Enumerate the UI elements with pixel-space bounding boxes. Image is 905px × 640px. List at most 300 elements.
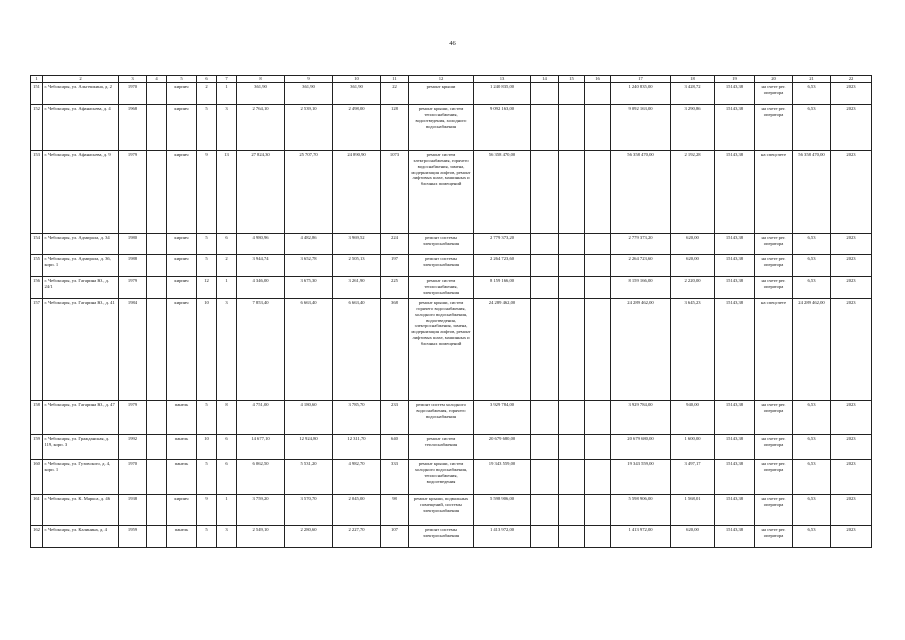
- cell-year: 2023: [831, 276, 872, 298]
- cell-blank: [531, 104, 559, 150]
- cell-blank: [147, 276, 167, 298]
- cell-blank: [585, 82, 611, 104]
- cell-build-year: 1959: [119, 525, 147, 547]
- cell-entrances: 8: [217, 400, 237, 434]
- cell-blank: [559, 298, 585, 400]
- cell-blank: [585, 233, 611, 254]
- cell-area-premises: 3 570,70: [285, 494, 333, 525]
- cell-build-year: 1968: [119, 104, 147, 150]
- cell-fund-value: 24 289 462,00: [793, 298, 831, 400]
- column-number-cell: 3: [119, 76, 147, 83]
- cell-wall-material: панель: [167, 400, 197, 434]
- cell-cost-fund: 2 779 373,20: [611, 233, 671, 254]
- table-row: [31, 254, 872, 276]
- cell-total-area: 4 346,00: [237, 276, 285, 298]
- cell-blank: [531, 494, 559, 525]
- column-number-cell: 2: [43, 76, 119, 83]
- cell-wall-material: кирпич: [167, 254, 197, 276]
- table-row: [31, 233, 872, 254]
- column-number-cell: 7: [217, 76, 237, 83]
- cell-address: г. Чебоксары, ул. Калинина, д. 4: [43, 525, 119, 547]
- cell-works: ремонт крыши, систем горячего водоснабжения, холодного водоснабжения, водоотведения, электроснабжения, замена, модернизация лифтов, ремонт лифтовых шахт, машинных и блочных помещений: [409, 298, 474, 400]
- cell-max-unit-cost: 15143,38: [715, 104, 755, 150]
- cell-area-residential: 2 498,00: [333, 104, 381, 150]
- cell-cost-total: 19 343 559,00: [474, 459, 531, 494]
- cell-blank: [531, 82, 559, 104]
- cell-row-number: 159: [31, 434, 43, 459]
- cell-row-number: 161: [31, 494, 43, 525]
- cell-works: ремонт систем теплоснабжения, электроснабжения: [409, 276, 474, 298]
- cell-area-premises: 3 675,30: [285, 276, 333, 298]
- cell-area-premises: 2 539,10: [285, 104, 333, 150]
- cell-floors: 5: [197, 400, 217, 434]
- cell-total-area: 14 677,10: [237, 434, 285, 459]
- column-number-cell: 6: [197, 76, 217, 83]
- table-row: [31, 494, 872, 525]
- cell-total-area: 361,90: [237, 82, 285, 104]
- cell-build-year: 1970: [119, 459, 147, 494]
- cell-area-premises: 4 482,86: [285, 233, 333, 254]
- cell-year: 2023: [831, 459, 872, 494]
- cell-cost-fund: 56 358 470,00: [611, 150, 671, 233]
- column-number-cell: 12: [409, 76, 474, 83]
- cell-address: г. Чебоксары, ул. Гагарина Ю., д. 41: [43, 298, 119, 400]
- table-row: [31, 400, 872, 434]
- cell-cost-fund: 19 343 559,00: [611, 459, 671, 494]
- cell-works: ремонт системы электроснабжения: [409, 233, 474, 254]
- cell-unit-cost: 1 600,00: [671, 434, 715, 459]
- column-number-cell: 10: [333, 76, 381, 83]
- cell-area-premises: 3 652,78: [285, 254, 333, 276]
- cell-cost-fund: 3 929 784,00: [611, 400, 671, 434]
- cell-floors: 10: [197, 298, 217, 400]
- cell-total-area: 3 759,20: [237, 494, 285, 525]
- cell-cost-fund: 24 289 462,00: [611, 298, 671, 400]
- cell-blank: [147, 459, 167, 494]
- cell-fund-value: 6,53: [793, 104, 831, 150]
- cell-cost-total: 56 358 470,00: [474, 150, 531, 233]
- cell-year: 2023: [831, 494, 872, 525]
- cell-unit-cost: 620,00: [671, 525, 715, 547]
- cell-cost-total: 8 159 166,00: [474, 276, 531, 298]
- cell-fund-method: на счете рег. оператора: [755, 400, 793, 434]
- column-number-row: [31, 76, 872, 83]
- cell-total-area: 2 764,10: [237, 104, 285, 150]
- cell-address: г. Чебоксары, ул. Афанасьева, д. 9: [43, 150, 119, 233]
- cell-fund-method: на спецсчете: [755, 298, 793, 400]
- cell-area-residential: 4 982,70: [333, 459, 381, 494]
- cell-year: 2023: [831, 298, 872, 400]
- cell-address: г. Чебоксары, ул. Гагарина Ю., д. 24/1: [43, 276, 119, 298]
- cell-floors: 5: [197, 233, 217, 254]
- cell-area-premises: 6 663,40: [285, 298, 333, 400]
- cell-blank: [147, 434, 167, 459]
- cell-blank: [531, 276, 559, 298]
- cell-max-unit-cost: 15143,38: [715, 254, 755, 276]
- cell-residents: 225: [381, 276, 409, 298]
- cell-fund-value: 6,53: [793, 276, 831, 298]
- cell-area-premises: 12 924,80: [285, 434, 333, 459]
- cell-residents: 333: [381, 459, 409, 494]
- cell-cost-fund: 2 264 723,60: [611, 254, 671, 276]
- cell-residents: 640: [381, 434, 409, 459]
- table-row: [31, 104, 872, 150]
- cell-area-premises: 2 280,60: [285, 525, 333, 547]
- cell-blank: [585, 400, 611, 434]
- cell-floors: 5: [197, 104, 217, 150]
- column-number-cell: 14: [531, 76, 559, 83]
- cell-floors: 9: [197, 494, 217, 525]
- cell-blank: [585, 254, 611, 276]
- cell-unit-cost: 620,00: [671, 254, 715, 276]
- cell-address: г. Чебоксары, ул. Гражданская, д. 119, корп. 3: [43, 434, 119, 459]
- cell-residents: 224: [381, 233, 409, 254]
- cell-cost-total: 9 092 163,00: [474, 104, 531, 150]
- cell-total-area: 4 980,96: [237, 233, 285, 254]
- cell-blank: [559, 459, 585, 494]
- cell-area-residential: 2 045,00: [333, 494, 381, 525]
- cell-address: г. Чебоксары, ул. Гагарина Ю., д. 47: [43, 400, 119, 434]
- cell-fund-method: на счете рег. оператора: [755, 434, 793, 459]
- cell-entrances: 1: [217, 82, 237, 104]
- cell-fund-method: на счете рег. оператора: [755, 82, 793, 104]
- cell-wall-material: кирпич: [167, 233, 197, 254]
- cell-floors: 12: [197, 276, 217, 298]
- cell-blank: [585, 150, 611, 233]
- cell-wall-material: панель: [167, 525, 197, 547]
- cell-blank: [147, 298, 167, 400]
- table-body: [31, 76, 872, 548]
- cell-year: 2023: [831, 233, 872, 254]
- cell-area-premises: 4 180,60: [285, 400, 333, 434]
- cell-unit-cost: 2 192,28: [671, 150, 715, 233]
- cell-blank: [559, 434, 585, 459]
- cell-cost-total: 2 264 723,60: [474, 254, 531, 276]
- column-number-cell: 8: [237, 76, 285, 83]
- cell-build-year: 1988: [119, 254, 147, 276]
- cell-residents: 22: [381, 82, 409, 104]
- cell-floors: 9: [197, 150, 217, 233]
- cell-max-unit-cost: 15143,38: [715, 494, 755, 525]
- cell-unit-cost: 3 428,72: [671, 82, 715, 104]
- cell-area-residential: 361,90: [333, 82, 381, 104]
- cell-blank: [559, 494, 585, 525]
- cell-wall-material: кирпич: [167, 276, 197, 298]
- cell-blank: [559, 233, 585, 254]
- cell-fund-value: 6,53: [793, 400, 831, 434]
- cell-blank: [585, 459, 611, 494]
- cell-row-number: 157: [31, 298, 43, 400]
- cell-blank: [147, 254, 167, 276]
- cell-max-unit-cost: 15143,38: [715, 82, 755, 104]
- cell-unit-cost: 3 497,17: [671, 459, 715, 494]
- cell-entrances: 6: [217, 434, 237, 459]
- cell-cost-fund: 9 092 163,00: [611, 104, 671, 150]
- cell-unit-cost: 1 568,01: [671, 494, 715, 525]
- table-row: [31, 434, 872, 459]
- cell-floors: 2: [197, 82, 217, 104]
- cell-build-year: 1979: [119, 276, 147, 298]
- cell-blank: [585, 104, 611, 150]
- cell-blank: [531, 254, 559, 276]
- cell-max-unit-cost: 15143,38: [715, 233, 755, 254]
- cell-cost-total: 1 413 972,00: [474, 525, 531, 547]
- cell-blank: [531, 233, 559, 254]
- cell-cost-total: 2 779 373,20: [474, 233, 531, 254]
- cell-area-premises: 5 531,20: [285, 459, 333, 494]
- cell-entrances: 3: [217, 525, 237, 547]
- cell-cost-fund: 1 413 972,00: [611, 525, 671, 547]
- cell-entrances: 1: [217, 276, 237, 298]
- cell-residents: 107: [381, 525, 409, 547]
- cell-total-area: 7 853,40: [237, 298, 285, 400]
- cell-blank: [559, 525, 585, 547]
- cell-entrances: 6: [217, 233, 237, 254]
- cell-cost-total: 3 929 784,00: [474, 400, 531, 434]
- cell-blank: [147, 525, 167, 547]
- cell-blank: [585, 525, 611, 547]
- cell-row-number: 152: [31, 104, 43, 150]
- column-number-cell: 16: [585, 76, 611, 83]
- cell-entrances: 3: [217, 298, 237, 400]
- table-row: [31, 525, 872, 547]
- cell-total-area: 2 549,10: [237, 525, 285, 547]
- cell-area-residential: 6 663,40: [333, 298, 381, 400]
- cell-wall-material: панель: [167, 434, 197, 459]
- cell-row-number: 158: [31, 400, 43, 434]
- cell-wall-material: кирпич: [167, 150, 197, 233]
- cell-blank: [559, 150, 585, 233]
- cell-blank: [147, 82, 167, 104]
- cell-wall-material: кирпич: [167, 82, 197, 104]
- cell-fund-method: на счете рег. оператора: [755, 276, 793, 298]
- cell-row-number: 151: [31, 82, 43, 104]
- cell-total-area: 3 944,74: [237, 254, 285, 276]
- table-row: [31, 150, 872, 233]
- cell-fund-method: на счете рег. оператора: [755, 104, 793, 150]
- cell-residents: 368: [381, 298, 409, 400]
- cell-build-year: 1938: [119, 494, 147, 525]
- cell-blank: [147, 104, 167, 150]
- cell-unit-cost: 940,00: [671, 400, 715, 434]
- cell-cost-total: 20 679 680,00: [474, 434, 531, 459]
- cell-address: г. Чебоксары, ул. Афанасьева, д. 4: [43, 104, 119, 150]
- cell-fund-value: 6,53: [793, 459, 831, 494]
- cell-blank: [559, 104, 585, 150]
- cell-blank: [559, 82, 585, 104]
- cell-fund-method: на счете рег. оператора: [755, 494, 793, 525]
- cell-wall-material: кирпич: [167, 104, 197, 150]
- cell-works: ремонт систем электроснабжения, горячего водоснабжения, замена, модернизация лифтов, ремонт лифтовых шахт, машинных и блочных помещений: [409, 150, 474, 233]
- cell-unit-cost: 2 220,00: [671, 276, 715, 298]
- cell-max-unit-cost: 15143,38: [715, 459, 755, 494]
- cell-wall-material: кирпич: [167, 298, 197, 400]
- cell-residents: 1073: [381, 150, 409, 233]
- cell-year: 2023: [831, 525, 872, 547]
- cell-address: г. Чебоксары, ул. К. Маркса, д. 46: [43, 494, 119, 525]
- cell-floors: 5: [197, 254, 217, 276]
- cell-address: г. Чебоксары, ул. Адмирала, д. 34: [43, 233, 119, 254]
- cell-cost-fund: 20 679 680,00: [611, 434, 671, 459]
- column-number-cell: 20: [755, 76, 793, 83]
- cell-works: ремонт крыши: [409, 82, 474, 104]
- column-number-cell: 9: [285, 76, 333, 83]
- cell-blank: [559, 276, 585, 298]
- cell-blank: [531, 400, 559, 434]
- cell-build-year: 1984: [119, 298, 147, 400]
- cell-row-number: 162: [31, 525, 43, 547]
- table-row: [31, 276, 872, 298]
- cell-cost-total: 24 289 462,00: [474, 298, 531, 400]
- cell-max-unit-cost: 15143,38: [715, 276, 755, 298]
- cell-floors: 5: [197, 525, 217, 547]
- cell-build-year: 1979: [119, 400, 147, 434]
- cell-year: 2023: [831, 400, 872, 434]
- cell-entrances: 13: [217, 150, 237, 233]
- cell-works: ремонт крыши, подвальных помещений, системы электроснабжения: [409, 494, 474, 525]
- cell-fund-value: 6,53: [793, 82, 831, 104]
- cell-area-premises: 361,90: [285, 82, 333, 104]
- cell-blank: [585, 494, 611, 525]
- cell-fund-value: 6,53: [793, 434, 831, 459]
- cell-cost-total: 5 598 906,00: [474, 494, 531, 525]
- cell-area-residential: 2 505,13: [333, 254, 381, 276]
- column-number-cell: 11: [381, 76, 409, 83]
- cell-max-unit-cost: 15143,38: [715, 400, 755, 434]
- column-number-cell: 5: [167, 76, 197, 83]
- cell-residents: 128: [381, 104, 409, 150]
- column-number-cell: 1: [31, 76, 43, 83]
- cell-floors: 10: [197, 434, 217, 459]
- cell-entrances: 3: [217, 104, 237, 150]
- cell-fund-value: 56 358 470,00: [793, 150, 831, 233]
- cell-blank: [531, 298, 559, 400]
- cell-blank: [559, 254, 585, 276]
- housing-register-table: [30, 75, 872, 548]
- cell-residents: 98: [381, 494, 409, 525]
- cell-year: 2023: [831, 82, 872, 104]
- cell-row-number: 156: [31, 276, 43, 298]
- cell-blank: [531, 459, 559, 494]
- cell-area-residential: 3 969,52: [333, 233, 381, 254]
- cell-blank: [585, 276, 611, 298]
- cell-works: ремонт крыши, систем теплоснабжения, водоотведения, холодного водоснабжения: [409, 104, 474, 150]
- cell-row-number: 160: [31, 459, 43, 494]
- cell-max-unit-cost: 15143,38: [715, 298, 755, 400]
- cell-cost-fund: 8 159 166,00: [611, 276, 671, 298]
- cell-blank: [147, 400, 167, 434]
- column-number-cell: 22: [831, 76, 872, 83]
- cell-wall-material: панель: [167, 459, 197, 494]
- page-number: 46: [449, 40, 456, 47]
- cell-address: г. Чебоксары, ул. Альгешкина, д. 2: [43, 82, 119, 104]
- cell-blank: [531, 434, 559, 459]
- table-row: [31, 298, 872, 400]
- cell-total-area: 4 751,00: [237, 400, 285, 434]
- cell-blank: [147, 494, 167, 525]
- cell-unit-cost: 620,00: [671, 233, 715, 254]
- cell-area-residential: 3 261,90: [333, 276, 381, 298]
- cell-year: 2023: [831, 104, 872, 150]
- cell-total-area: 27 824,30: [237, 150, 285, 233]
- cell-blank: [147, 150, 167, 233]
- cell-entrances: 2: [217, 254, 237, 276]
- cell-total-area: 6 062,50: [237, 459, 285, 494]
- cell-year: 2023: [831, 254, 872, 276]
- cell-blank: [147, 233, 167, 254]
- column-number-cell: 18: [671, 76, 715, 83]
- cell-max-unit-cost: 15143,38: [715, 150, 755, 233]
- cell-works: ремонт системы электроснабжения: [409, 254, 474, 276]
- cell-entrances: 6: [217, 459, 237, 494]
- cell-blank: [585, 434, 611, 459]
- cell-fund-value: 6,53: [793, 494, 831, 525]
- cell-floors: 5: [197, 459, 217, 494]
- column-number-cell: 4: [147, 76, 167, 83]
- cell-row-number: 154: [31, 233, 43, 254]
- column-number-cell: 21: [793, 76, 831, 83]
- cell-wall-material: кирпич: [167, 494, 197, 525]
- cell-build-year: 1980: [119, 233, 147, 254]
- cell-max-unit-cost: 15143,38: [715, 525, 755, 547]
- cell-works: ремонт систем теплоснабжения: [409, 434, 474, 459]
- cell-works: ремонт крыши, систем холодного водоснабжения, теплоснабжения, водоотведения: [409, 459, 474, 494]
- cell-cost-fund: 5 598 906,00: [611, 494, 671, 525]
- cell-fund-method: на счете рег. оператора: [755, 525, 793, 547]
- cell-build-year: 1992: [119, 434, 147, 459]
- cell-residents: 233: [381, 400, 409, 434]
- cell-fund-value: 6,53: [793, 233, 831, 254]
- cell-year: 2023: [831, 150, 872, 233]
- cell-blank: [531, 150, 559, 233]
- cell-fund-method: на счете рег. оператора: [755, 233, 793, 254]
- cell-max-unit-cost: 15143,38: [715, 434, 755, 459]
- cell-area-residential: 12 311,70: [333, 434, 381, 459]
- cell-address: г. Чебоксары, ул. Гузовского, д. 4, корп. 1: [43, 459, 119, 494]
- cell-residents: 197: [381, 254, 409, 276]
- cell-fund-method: на счете рег. оператора: [755, 254, 793, 276]
- cell-unit-cost: 3 645,23: [671, 298, 715, 400]
- cell-unit-cost: 3 290,86: [671, 104, 715, 150]
- cell-fund-value: 6,53: [793, 254, 831, 276]
- cell-fund-value: 6,53: [793, 525, 831, 547]
- cell-address: г. Чебоксары, ул. Адмирала, д. 36, корп. 1: [43, 254, 119, 276]
- cell-row-number: 155: [31, 254, 43, 276]
- cell-works: ремонт систем холодного водоснабжения, горячего водоснабжения: [409, 400, 474, 434]
- column-number-cell: 17: [611, 76, 671, 83]
- cell-blank: [559, 400, 585, 434]
- column-number-cell: 13: [474, 76, 531, 83]
- column-number-cell: 19: [715, 76, 755, 83]
- cell-area-residential: 24 890,90: [333, 150, 381, 233]
- cell-area-residential: 3 785,70: [333, 400, 381, 434]
- cell-blank: [585, 298, 611, 400]
- cell-cost-total: 1 240 835,00: [474, 82, 531, 104]
- cell-fund-method: на спецсчете: [755, 150, 793, 233]
- cell-area-residential: 2 227,70: [333, 525, 381, 547]
- table-row: [31, 459, 872, 494]
- cell-entrances: 1: [217, 494, 237, 525]
- cell-works: ремонт системы электроснабжения: [409, 525, 474, 547]
- cell-row-number: 153: [31, 150, 43, 233]
- cell-build-year: 1979: [119, 150, 147, 233]
- cell-year: 2023: [831, 434, 872, 459]
- table-row: [31, 82, 872, 104]
- cell-area-premises: 25 707,70: [285, 150, 333, 233]
- cell-fund-method: на счете рег. оператора: [755, 459, 793, 494]
- cell-build-year: 1970: [119, 82, 147, 104]
- column-number-cell: 15: [559, 76, 585, 83]
